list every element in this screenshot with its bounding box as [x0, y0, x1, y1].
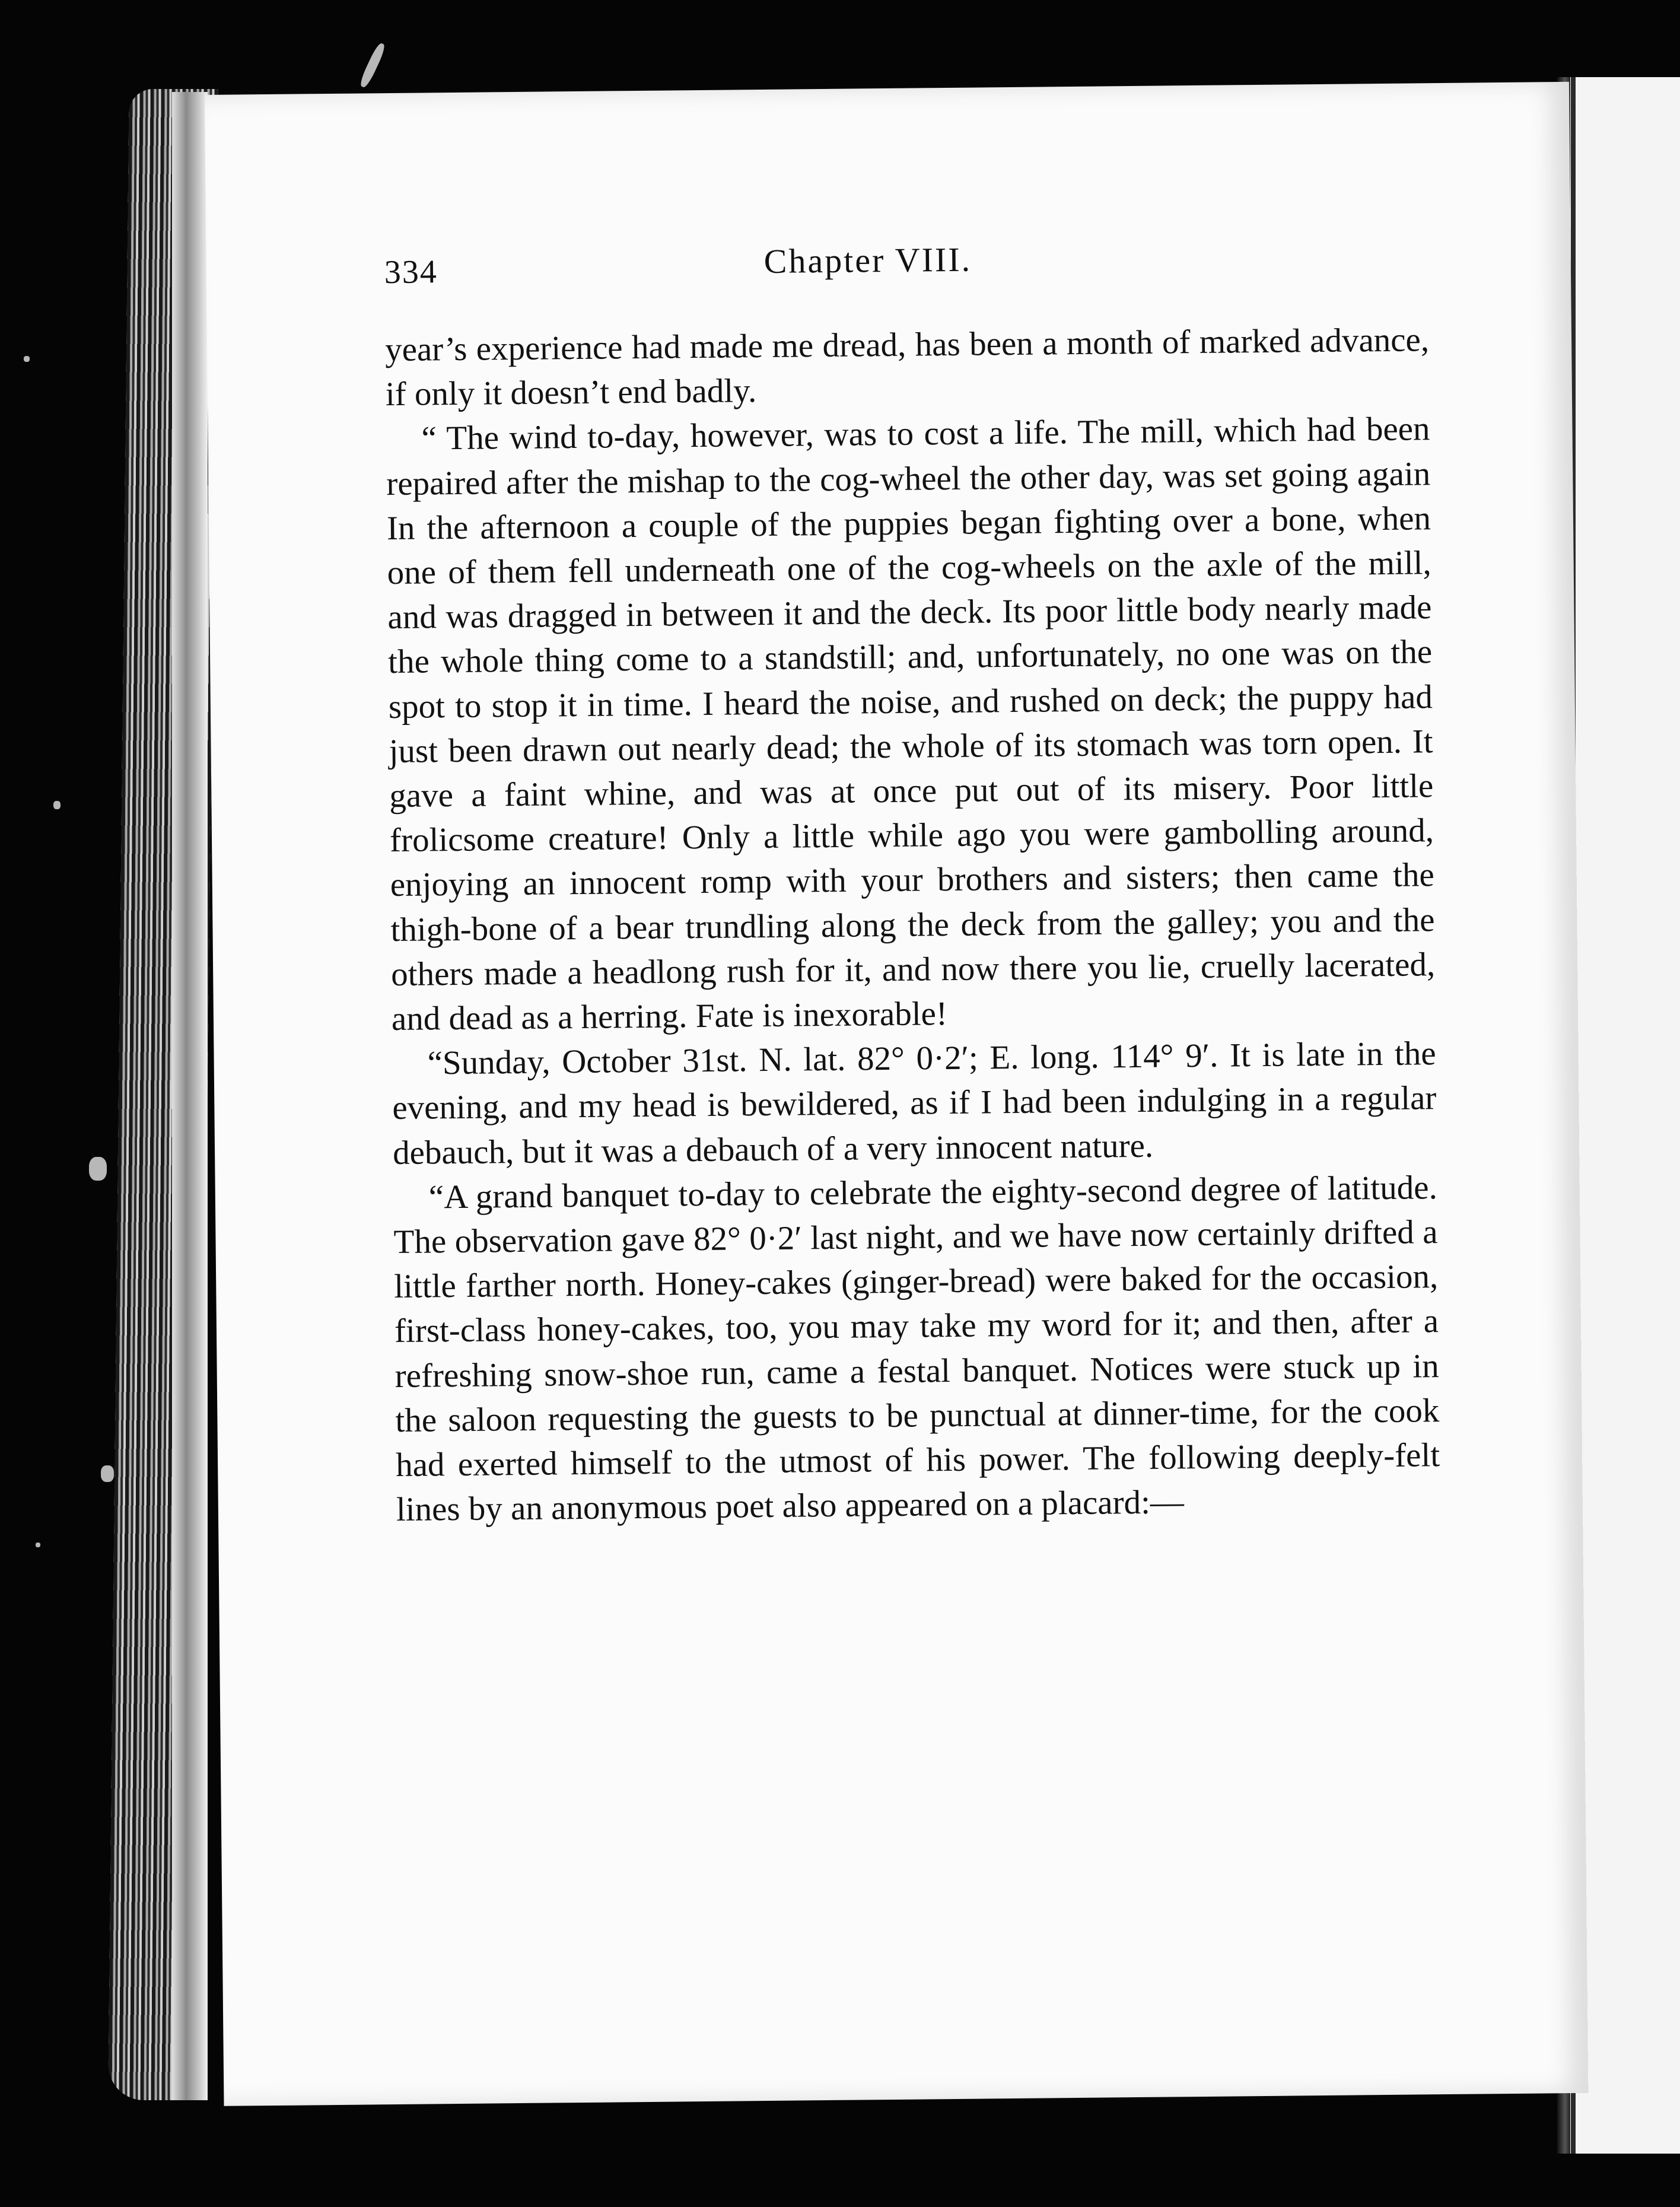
paragraph: year’s experience had made me dread, has been a month of marked advance, if only it doesn’t end badly.	[384, 321, 1430, 414]
dust-speck	[101, 1465, 114, 1482]
book-page	[205, 82, 1588, 2106]
page-text	[385, 317, 1440, 1532]
dust-speck	[36, 1543, 40, 1547]
dust-speck	[53, 801, 61, 809]
running-head: Chapter VIII.	[763, 240, 972, 281]
paragraph: “ The wind to-day, however, was to cost a life. The mill, which had been repaired after the mishap to the cog-wheel the other day, was set going again In the afternoon a couple of the puppies began fighting over a bone, when one of them fell underneath one of the cog-wheels on the axle of the mill, and was dragged in between it and the deck. Its poor little body nearly made the whole thing come to a standstill; and, unfortunately, no one was on the spot to stop it in time. I heard the noise, and rushed on deck; the puppy had just been drawn out nearly dead; the whole of its stomach was torn open. It gave a faint whine, and was at once put out of its misery. Poor little frolicsome creature! Only a little while ago you were gambolling around, enjoying an innocent romp with your brothers and sisters; then came the thigh-bone of a bear trundling along the deck from the galley; you and the others made a headlong rush for it, and now there you lie, cruelly lacerated, and dead as a herring. Fate is inexorable!	[386, 410, 1436, 1038]
page-number: 334	[384, 253, 438, 291]
book-fore-edge-highlight	[172, 92, 208, 2100]
paragraph: “A grand banquet to-day to celebrate the eighty-second degree of latitude. The observation gave 82° 0·2′ last night, and we have now certainly drifted a little farther north. Honey-cakes (ginger-bread) were baked for the occasion, first-class honey-cakes, too, you may take my word for it; and then, after a refreshing snow-shoe run, came a festal banquet. Notices were stuck up in the saloon requesting the guests to be punctual at dinner-time, for the cook had exerted himself to the utmost of his power. The following deeply-felt lines by an anonymous poet also appeared on a placard:—	[393, 1169, 1440, 1529]
dust-speck	[89, 1157, 107, 1181]
paragraph: “Sunday, October 31st. N. lat. 82° 0·2′; E. long. 114° 9′. It is late in the evening, and my head is bewildered, as if I had been indulging in a regular debauch, but it was a debauch of a very innocent nature.	[392, 1035, 1437, 1172]
page-header	[384, 240, 1465, 307]
dust-speck	[24, 356, 30, 362]
